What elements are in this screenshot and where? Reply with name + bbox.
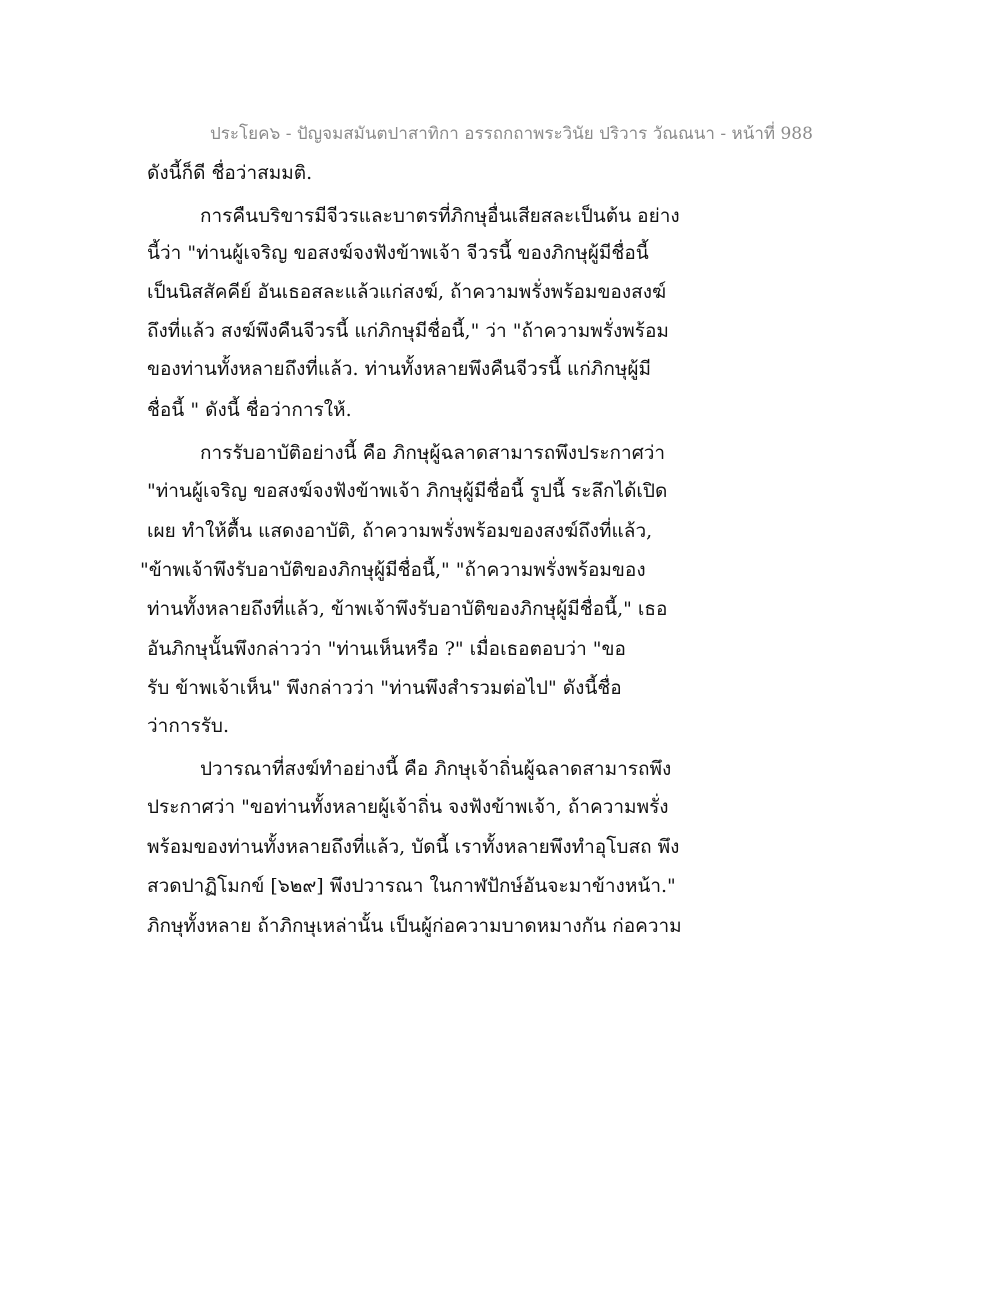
text-line: ภิกษุทั้งหลาย ถ้าภิกษุเหล่านั้น เป็นผู้ก่อความบาดหมางกัน ก่อความ [147, 915, 682, 937]
text-line: เป็นนิสสัคคีย์ อันเธอสละแล้วแก่สงฆ์, ถ้าความพรั่งพร้อมของสงฆ์ [147, 281, 667, 303]
text-line: ของท่านทั้งหลายถึงที่แล้ว. ท่านทั้งหลายพึงคืนจีวรนี้ แก่ภิกษุผู้มี [147, 358, 652, 380]
text-line: อันภิกษุนั้นพึงกล่าวว่า "ท่านเห็นหรือ ?" เมื่อเธอตอบว่า "ขอ [147, 638, 626, 660]
text-line: ปวารณาที่สงฆ์ทำอย่างนี้ คือ ภิกษุเจ้าถิ่นผู้ฉลาดสามารถพึง [200, 758, 672, 780]
text-line: รับ ข้าพเจ้าเห็น" พึงกล่าวว่า "ท่านพึงสำรวมต่อไป" ดังนี้ชื่อ [147, 677, 622, 699]
text-line: "ข้าพเจ้าพึงรับอาบัติของภิกษุผู้มีชื่อนี้," "ถ้าความพรั่งพร้อมของ [140, 559, 646, 581]
text-line: พร้อมของท่านทั้งหลายถึงที่แล้ว, บัดนี้ เราทั้งหลายพึงทำอุโบสถ พึง [147, 836, 680, 858]
text-line: ถึงที่แล้ว สงฆ์พึงคืนจีวรนี้ แก่ภิกษุมีชื่อนี้," ว่า "ถ้าความพรั่งพร้อม [147, 320, 669, 342]
text-line: "ท่านผู้เจริญ ขอสงฆ์จงฟังข้าพเจ้า ภิกษุผู้มีชื่อนี้ รูปนี้ ระลึกได้เปิด [147, 480, 668, 502]
text-line: ประกาศว่า "ขอท่านทั้งหลายผู้เจ้าถิ่น จงฟังข้าพเจ้า, ถ้าความพรั่ง [147, 796, 669, 818]
text-line: การคืนบริขารมีจีวรและบาตรที่ภิกษุอื่นเสียสละเป็นต้น อย่าง [200, 205, 680, 227]
text-line: ดังนี้ก็ดี ชื่อว่าสมมติ. [147, 162, 313, 184]
text-line: ชื่อนี้ " ดังนี้ ชื่อว่าการให้. [147, 399, 352, 421]
text-line: เผย ทำให้ตื้น แสดงอาบัติ, ถ้าความพรั่งพร้อมของสงฆ์ถึงที่แล้ว, [147, 520, 653, 542]
text-line: ว่าการรับ. [147, 715, 230, 737]
text-line: การรับอาบัติอย่างนี้ คือ ภิกษุผู้ฉลาดสามารถพึงประกาศว่า [200, 442, 666, 464]
text-line: นี้ว่า "ท่านผู้เจริญ ขอสงฆ์จงฟังข้าพเจ้า จีวรนี้ ของภิกษุผู้มีชื่อนี้ [147, 242, 649, 264]
text-line: สวดปาฏิโมกข์ [๖๒๙] พึงปวารณา ในกาฬปักษ์อันจะมาข้างหน้า." [147, 875, 676, 897]
text-line: ท่านทั้งหลายถึงที่แล้ว, ข้าพเจ้าพึงรับอาบัติของภิกษุผู้มีชื่อนี้," เธอ [147, 598, 668, 620]
running-header: ประโยค๖ - ปัญจมสมันตปาสาทิกา อรรถกถาพระวินัย ปริวาร วัณณนา - หน้าที่ 988 [210, 124, 813, 144]
